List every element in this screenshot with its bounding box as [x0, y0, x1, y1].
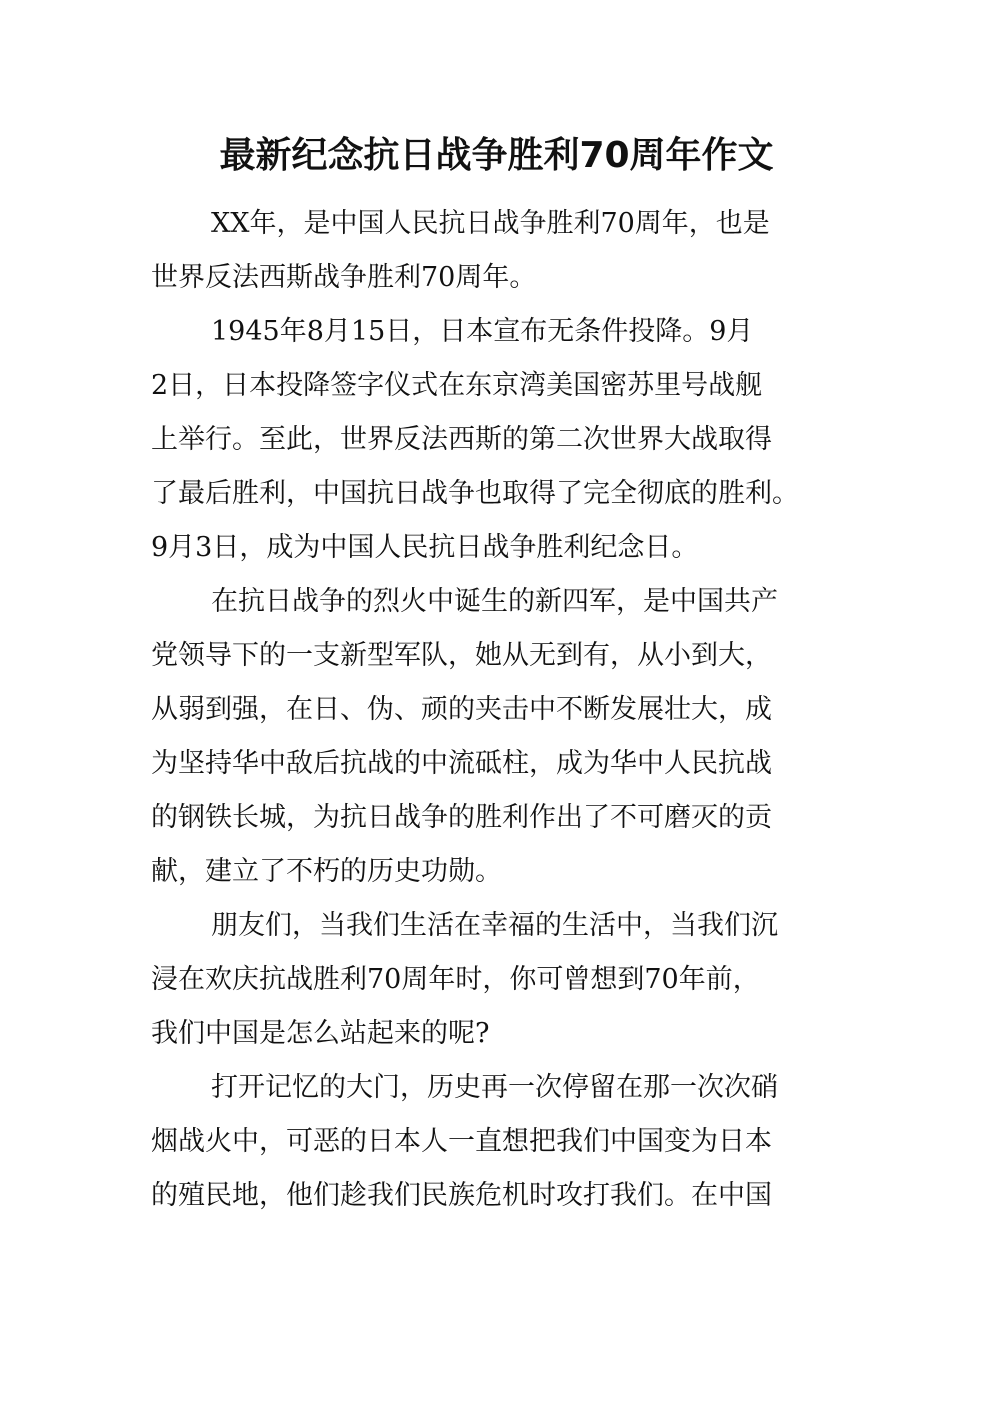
paragraph-line: 为坚持华中敌后抗战的中流砥柱，成为华中人民抗战	[151, 748, 772, 779]
paragraph-line: 了最后胜利，中国抗日战争也取得了完全彻底的胜利。	[151, 478, 799, 509]
paragraph-line: 打开记忆的大门，历史再一次停留在那一次次硝	[211, 1072, 778, 1103]
document-body	[151, 197, 851, 1223]
paragraph-4	[151, 899, 851, 1061]
paragraph-line: 的殖民地，他们趁我们民族危机时攻打我们。在中国	[151, 1180, 772, 1211]
paragraph-5	[151, 1061, 851, 1223]
paragraph-line: XX年，是中国人民抗日战争胜利70周年，也是	[211, 208, 770, 239]
paragraph-line: 献，建立了不朽的历史功勋。	[151, 856, 502, 887]
paragraph-3	[151, 575, 851, 899]
paragraph-line: 烟战火中，可恶的日本人一直想把我们中国变为日本	[151, 1126, 772, 1157]
paragraph-line: 世界反法西斯战争胜利70周年。	[151, 262, 537, 293]
paragraph-2	[151, 305, 851, 575]
paragraph-1	[151, 197, 851, 305]
paragraph-line: 1945年8月15日，日本宣布无条件投降。9月	[211, 316, 754, 347]
document-title: 最新纪念抗日战争胜利70周年作文	[219, 135, 774, 176]
paragraph-line: 的钢铁长城，为抗日战争的胜利作出了不可磨灭的贡	[151, 802, 772, 833]
paragraph-line: 2日，日本投降签字仪式在东京湾美国密苏里号战舰	[151, 370, 763, 401]
paragraph-line: 党领导下的一支新型军队，她从无到有，从小到大，	[151, 640, 772, 671]
paragraph-line: 浸在欢庆抗战胜利70周年时，你可曾想到70年前，	[151, 964, 760, 995]
paragraph-line: 我们中国是怎么站起来的呢?	[151, 1018, 490, 1049]
paragraph-line: 上举行。至此，世界反法西斯的第二次世界大战取得	[151, 424, 772, 455]
paragraph-line: 在抗日战争的烈火中诞生的新四军，是中国共产	[211, 586, 778, 617]
paragraph-line: 9月3日，成为中国人民抗日战争胜利纪念日。	[151, 532, 699, 563]
paragraph-line: 从弱到强，在日、伪、顽的夹击中不断发展壮大，成	[151, 694, 772, 725]
paragraph-line: 朋友们，当我们生活在幸福的生活中，当我们沉	[211, 910, 778, 941]
